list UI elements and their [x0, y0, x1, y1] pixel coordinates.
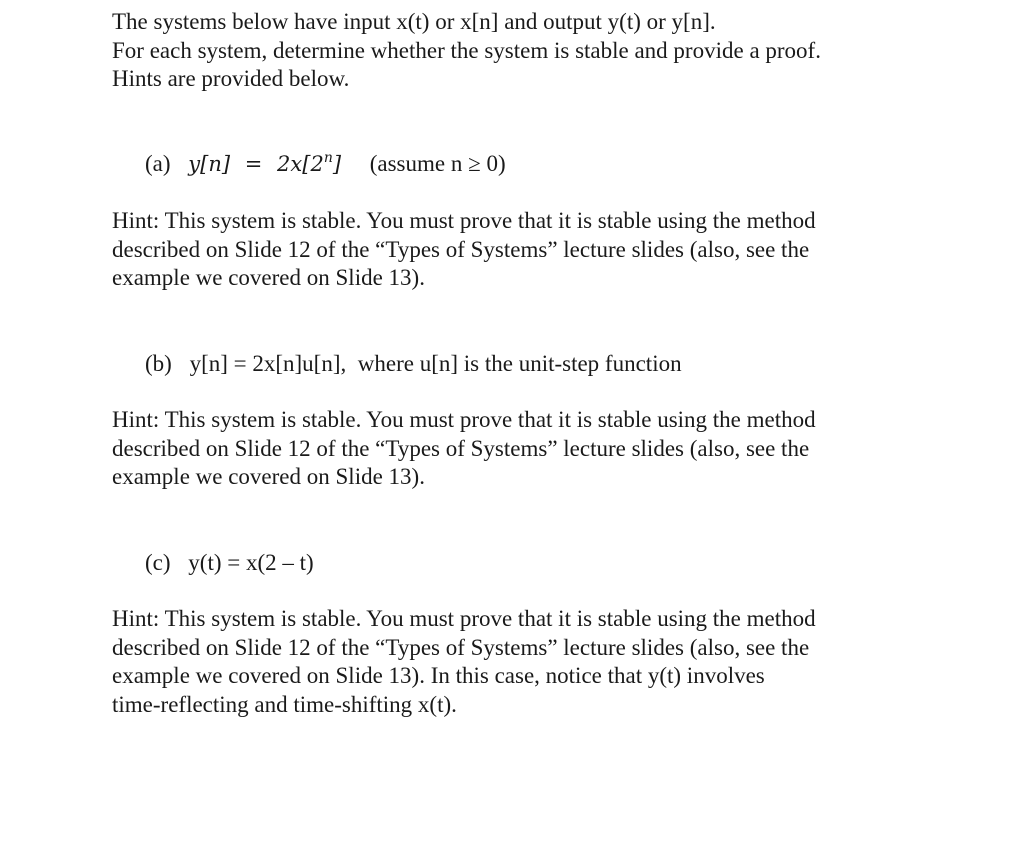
hint-line: time-reflecting and time-shifting x(t). [112, 691, 457, 717]
equation-lhs: y[n] [188, 152, 231, 176]
hint-a [112, 207, 912, 293]
equation-c: y(t) = x(2 – t) [188, 550, 314, 575]
equation-rhs-close: ] [332, 152, 342, 176]
equals-sign: = [244, 152, 263, 176]
equation-b: y[n] = 2x[n]u[n], where u[n] is the unit-step function [189, 351, 682, 376]
hint-line: Hint: This system is stable. You must prove that it is stable using the method [112, 407, 816, 432]
equation-exponent: n [323, 150, 333, 166]
problem-c [145, 549, 314, 577]
instructions-line: The systems below have input x(t) or x[n] and output y(t) or y[n]. [112, 9, 716, 34]
hint-line: described on Slide 12 of the “Types of Systems” lecture slides (also, see the [112, 435, 810, 461]
instructions-paragraph [112, 8, 932, 94]
hint-line: example we covered on Slide 13). [112, 265, 425, 290]
hint-line: example we covered on Slide 13). [112, 464, 425, 489]
problem-label: (a) [145, 151, 171, 176]
instructions-line: For each system, determine whether the system is stable and provide a proof. [112, 37, 821, 63]
problem-b [145, 350, 682, 378]
hint-line: example we covered on Slide 13). In this case, notice that y(t) involves [112, 663, 765, 688]
instructions-line: Hints are provided below. [112, 66, 350, 91]
hint-line: described on Slide 12 of the “Types of Systems” lecture slides (also, see the [112, 634, 810, 660]
assumption-note: (assume n ≥ 0) [369, 151, 506, 176]
hint-line: Hint: This system is stable. You must prove that it is stable using the method [112, 208, 816, 233]
hint-c [112, 605, 912, 719]
hint-b [112, 406, 912, 492]
problem-a [145, 150, 506, 178]
hint-line: described on Slide 12 of the “Types of Systems” lecture slides (also, see the [112, 236, 810, 262]
equation-rhs-base: 2x[2 [277, 152, 324, 176]
problem-label: (c) [145, 550, 171, 575]
hint-line: Hint: This system is stable. You must prove that it is stable using the method [112, 606, 816, 631]
problem-label: (b) [145, 351, 172, 376]
equation-a [188, 152, 347, 176]
